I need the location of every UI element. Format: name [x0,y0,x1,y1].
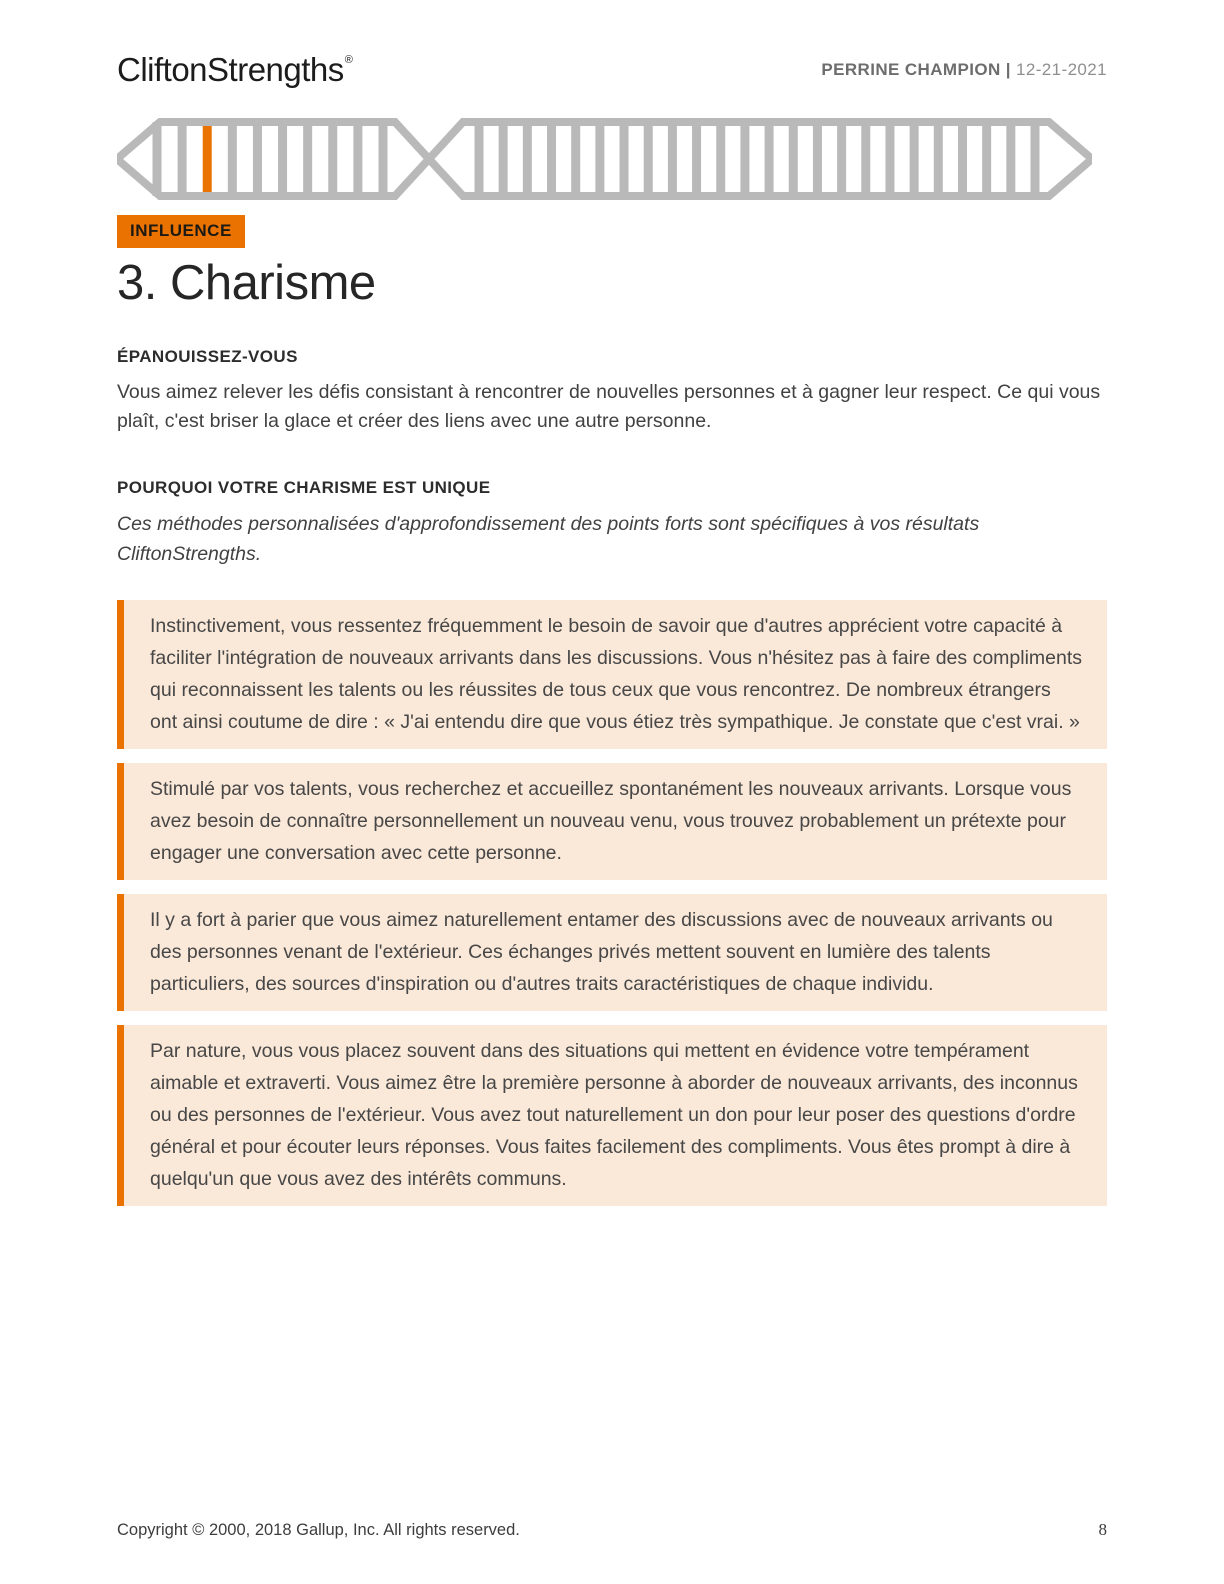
strand-bar [861,122,870,196]
strand-bar [178,122,187,196]
strand-bar [692,122,701,196]
strand-bar [620,122,629,196]
strand-bar [910,122,919,196]
strand-bar [353,122,362,196]
page-header [117,0,1107,92]
strand-rail [117,122,1092,196]
strand-bar [789,122,798,196]
thrive-section-heading: ÉPANOUISSEZ-VOUS [117,347,298,366]
dna-strand-svg [117,116,1092,202]
strand-bar [958,122,967,196]
strand-bar [547,122,556,196]
strand-bar [813,122,822,196]
strand-bar [934,122,943,196]
copyright-text: Copyright © 2000, 2018 Gallup, Inc. All rights reserved. [117,1521,520,1539]
unique-section-intro: Ces méthodes personnalisées d'approfondissement des points forts sont spécifiques à vos résultats CliftonStrengths. [117,513,980,565]
insight-block [117,1025,1107,1206]
page-number: 8 [1098,1520,1107,1539]
page-footer [117,1520,1107,1540]
strand-bar [278,122,287,196]
strand-bar [523,122,532,196]
strand-bar [595,122,604,196]
insight-block [117,763,1107,880]
cliftonstrengths-logo [117,51,352,89]
insight-text: Stimulé par vos talents, vous recherchez et accueillez spontanément les nouveaux arrivants. Lorsque vous avez besoin de connaître personnellement un nouveau venu, vous trouvez probablement un prétexte pour engager une conversation avec cette personne. [150,778,1072,864]
strand-bar [571,122,580,196]
strand-bar-highlighted [203,122,212,196]
insight-text: Par nature, vous vous placez souvent dans des situations qui mettent en évidence votre tempérament aimable et extraverti. Vous aimez être la première personne à aborder de nouveaux arrivants, des inconnus ou des personnes de l'extérieur. Vous avez tout naturellement un don pour leur poser des questions d'ordre général et pour écouter leurs réponses. Vous faites facilement des compliments. Vous êtes prompt à dire à quelqu'un que vous avez des intérêts communs. [150,1040,1078,1190]
theme-title: 3. Charisme [117,256,376,310]
insight-text: Instinctivement, vous ressentez fréquemment le besoin de savoir que d'autres apprécient votre capacité à faciliter l'intégration de nouveaux arrivants dans les discussions. Vous n'hésitez pas à faire des compliments qui reconnaissent les talents ou les réussites de tous ceux que vous rencontrez. De nombreux étrangers ont ainsi coutume de dire : « J'ai entendu dire que vous étiez très sympathique. Je constate que c'est vrai. » [150,615,1083,733]
report-owner-name: PERRINE CHAMPION | [821,60,1011,79]
strand-bar [644,122,653,196]
strand-bar [668,122,677,196]
thrive-section-body: Vous aimez relever les défis consistant à rencontrer de nouvelles personnes et à gagner leur respect. Ce qui vous plaît, c'est briser la glace et créer des liens avec une autre personne. [117,381,1101,432]
insights-list [117,600,1107,1206]
report-date: 12-21-2021 [1016,60,1107,79]
strand-bar [499,122,508,196]
insight-text: Il y a fort à parier que vous aimez naturellement entamer des discussions avec de nouveaux arrivants ou des personnes venant de l'extérieur. Ces échanges privés mettent souvent en lumière des talents particuliers, des sources d'inspiration ou d'autres traits caractéristiques de chaque individu. [150,909,1053,995]
strand-bar [328,122,337,196]
strand-bar [885,122,894,196]
strand-bar [379,122,388,196]
strand-bar [303,122,312,196]
unique-section-heading: POURQUOI VOTRE CHARISME EST UNIQUE [117,478,491,497]
strand-bar [740,122,749,196]
domain-badge: INFLUENCE [117,215,245,248]
strand-bar [1031,122,1040,196]
strand-bar [153,122,162,196]
strengths-dna-strand-graphic [117,116,1107,202]
logo-text: CliftonStrengths [117,51,344,88]
strand-bar [716,122,725,196]
strand-bar [475,122,484,196]
strand-bar [228,122,237,196]
strand-bar [765,122,774,196]
registered-trademark-icon: ® [344,54,353,66]
strand-bar [982,122,991,196]
strand-bar [253,122,262,196]
strand-bar [1006,122,1015,196]
strand-bar [837,122,846,196]
insight-block [117,600,1107,749]
insight-block [117,894,1107,1011]
strand-rail [117,122,1092,196]
report-identity [821,60,1107,80]
